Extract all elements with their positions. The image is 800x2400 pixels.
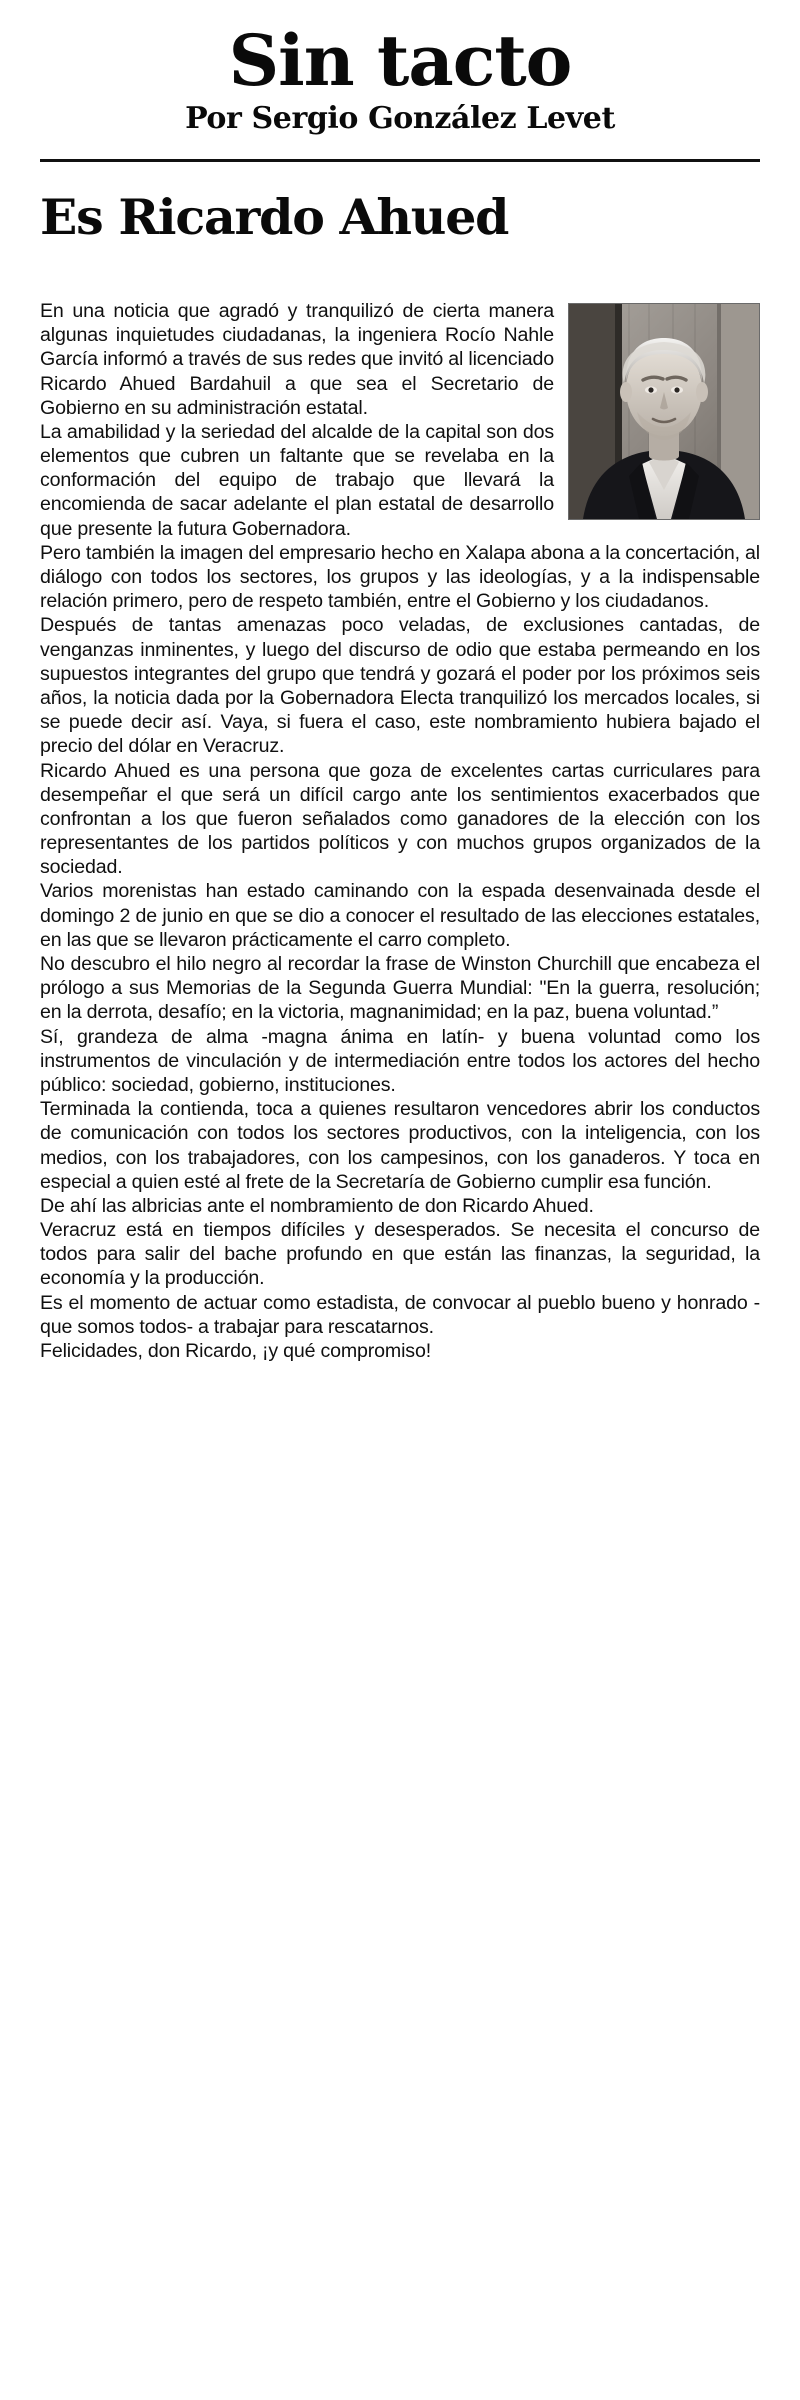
- article-paragraph: Después de tantas amenazas poco veladas, de exclusiones cantadas, de venganzas inminentes, y luego del discurso de odio que estaba permeando en los supuestos integrantes del grupo que tendrá y gozará el poder por los próximos seis años, la noticia dada por la Gobernadora Electa tranquilizó los mercados locales, si se puede decir así. Vaya, si fuera el caso, este nombramiento hubiera bajado el precio del dólar en Veracruz.: [40, 614, 760, 758]
- article-paragraph: Sí, grandeza de alma -magna ánima en latín- y buena voluntad como los instrumentos de vinculación y de intermediación entre todos los actores del hecho público: sociedad, gobierno, instituciones.: [40, 1025, 760, 1096]
- article-paragraph: Veracruz está en tiempos difíciles y desesperados. Se necesita el concurso de todos para salir del bache profundo en que están las finanzas, la seguridad, la economía y la producción.: [40, 1219, 760, 1290]
- article-paragraph: Es el momento de actuar como estadista, de convocar al pueblo bueno y honrado -que somos todos- a trabajar para rescatarnos.: [40, 1291, 760, 1338]
- article-paragraph: De ahí las albricias ante el nombramiento de don Ricardo Ahued.: [40, 1194, 594, 1217]
- article-paragraph: Ricardo Ahued es una persona que goza de excelentes cartas curriculares para desempeñar el que será un difícil cargo ante los sentimientos exacerbados que confrontan a los que fueron señalados como ganadores de la elección con los representantes de los partidos políticos y con muchos grupos organizados de la sociedad.: [40, 759, 760, 879]
- article-paragraph: Pero también la imagen del empresario hecho en Xalapa abona a la concertación, al diálogo con todos los sectores, los grupos y las ideologías, y a la indispensable relación primero, pero de respeto también, entre el Gobierno y los ciudadanos.: [40, 541, 760, 613]
- author-portrait-photo: [568, 303, 760, 520]
- masthead-divider: [40, 159, 760, 162]
- masthead: [40, 19, 760, 136]
- article-paragraph: No descubro el hilo negro al recordar la frase de Winston Churchill que encabeza el prólogo a sus Memorias de la Segunda Guerra Mundial: "En la guerra, resolución; en la derrota, desafío; en la victoria, magnanimidad; en la paz, buena voluntad.”: [40, 953, 760, 1024]
- article-paragraph: La amabilidad y la seriedad del alcalde de la capital son dos elementos que cubren un faltante que se revelaba en la conformación del equipo de trabajo que llevará la encomienda de sacar adelante el plan estatal de desarrollo que presente la futura Gobernadora.: [40, 420, 554, 540]
- portrait-image: [569, 304, 759, 519]
- article-body: [40, 299, 760, 1363]
- column-byline: Por Sergio González Levet: [185, 101, 615, 136]
- article-paragraph: En una noticia que agradó y tranquilizó de cierta manera algunas inquietudes ciudadanas, la ingeniera Rocío Nahle García informó a través de sus redes que invitó al licenciado Ricardo Ahued Bardahuil a que sea el Secretario de Gobierno en su administración estatal.: [40, 299, 554, 419]
- article-headline: Es Ricardo Ahued: [40, 188, 509, 246]
- column-title: Sin tacto: [228, 19, 572, 102]
- article-paragraph: Terminada la contienda, toca a quienes resultaron vencedores abrir los conductos de comunicación con todos los sectores productivos, con la inteligencia, con los medios, con los trabajadores, con los campesinos, con los ganaderos. Y toca en especial a quien esté al frete de la Secretaría de Gobierno cumplir esa función.: [40, 1098, 760, 1193]
- article-paragraph: Varios morenistas han estado caminando con la espada desenvainada desde el domingo 2 de junio en que se dio a conocer el resultado de las elecciones estatales, en las que se llevaron prácticamente el carro completo.: [40, 880, 760, 951]
- article-paragraph: Felicidades, don Ricardo, ¡y qué compromiso!: [40, 1340, 431, 1363]
